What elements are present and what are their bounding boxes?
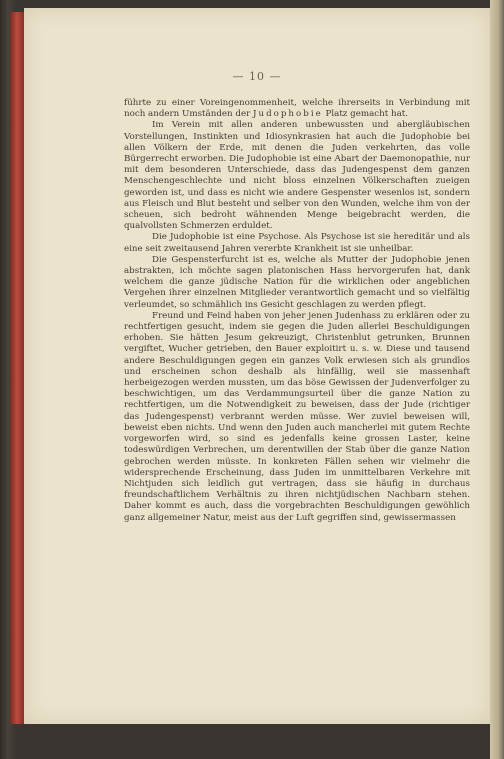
text-run: Im Verein mit allen anderen unbewussten und abergläubischen Vorstellungen, Instinkten und Idiosynkrasien hat auch die Judophobie bei allen Völkern der Erde, mit denen die Juden verkehrten, das volle Bürgerrecht erworben. Die Judophobie ist eine Abart der Daemonopathie, nur mit dem besonderen Unterschiede, dass das Judengespenst dem ganzen Menschengeschlechte und nicht bloss einzelnen Völkerschaften zueigen geworden ist, und dass es nicht wie andere Gespenster wesenlos ist, sondern aus Fleisch und Blut besteht und selber von den Wunden, welche ihm von der scheuen, sich bedroht wähnenden Menge beigebracht werden, die qualvollsten Schmerzen erduldet. <box>124 120 470 232</box>
body-text <box>124 98 470 524</box>
page-number: — 10 — <box>232 70 282 83</box>
next-page-edge <box>490 0 504 759</box>
text-run: Die Gespensterfurcht ist es, welche als Mutter der Judophobie jenen abstrakten, ich möchte sagen platonischen Hass hervorgerufen hat, dank welchem die ganze jüdische Nation für die wirklichen oder angeblichen Vergehen ihrer einzelnen Mitglieder verantwortlich gemacht und so vielfältig verleumdet, so schmählich ins Gesicht geschlagen zu werden pflegt. <box>124 254 470 310</box>
paragraph <box>124 311 470 524</box>
text-run: Die Judophobie ist eine Psychose. Als Psychose ist sie hereditär und als eine seit zweitausend Jahren vererbte Krankheit ist sie unheilbar. <box>124 232 470 254</box>
paragraph <box>124 98 470 120</box>
paragraph <box>124 232 470 254</box>
book-page <box>24 8 490 724</box>
text-run: Freund und Feind haben von jeher jenen Judenhass zu erklären oder zu rechtfertigen gesucht, indem sie gegen die Juden allerlei Beschuldigungen erhoben. Sie hätten Jesum gekreuzigt, Christenblut getrunken, Brunnen vergiftet, Wucher getrieben, den Bauer exploitirt u. s. w. Diese und tausend andere Beschuldigungen gegen ein ganzes Volk erwiesen sich als grundlos und erscheinen schon deshalb als hinfällig, weil sie massenhaft herbeigezogen werden mussten, um das böse Gewissen der Judenverfolger zu beschwichtigen, um das Verdammungsurteil über die ganze Nation zu rechtfertigen, um die Notwendigkeit zu beweisen, dass der Jude (richtiger das Judengespenst) verbrannt werden müsse. Wer zuviel beweisen will, beweist eben nichts. Und wenn den Juden auch mancherlei mit gutem Rechte vorgeworfen wird, so sind es jedenfalls keine grossen Laster, keine todeswürdigen Verbrechen, um derentwillen der Stab über die ganze Nation gebrochen werden müsste. In konkreten Fällen sehen wir vielmehr die widersprechende Erscheinung, dass Juden im unmittelbaren Verkehre mit Nichtjuden sich leidlich gut vertragen, dass sie häufig in durchaus freundschaftlichem Verhältnis zu ihren nichtjüdischen Nachbarn stehen. Daher kommt es auch, dass die vorgebrachten Beschuldigungen gewöhlich ganz allgemeiner Natur, meist aus der Luft gegriffen sind, gewissermassen <box>124 310 470 523</box>
paragraph <box>124 120 470 232</box>
text-run: führte zu einer Voreingenommenheit, welche ihrerseits in Verbindung mit noch andern Umständen der <box>124 98 470 120</box>
paragraph <box>124 255 470 311</box>
book-cover-edge <box>10 12 24 724</box>
text-run: Platz gemacht hat. <box>322 109 409 120</box>
emphasized-term: Judophobie <box>253 109 323 120</box>
